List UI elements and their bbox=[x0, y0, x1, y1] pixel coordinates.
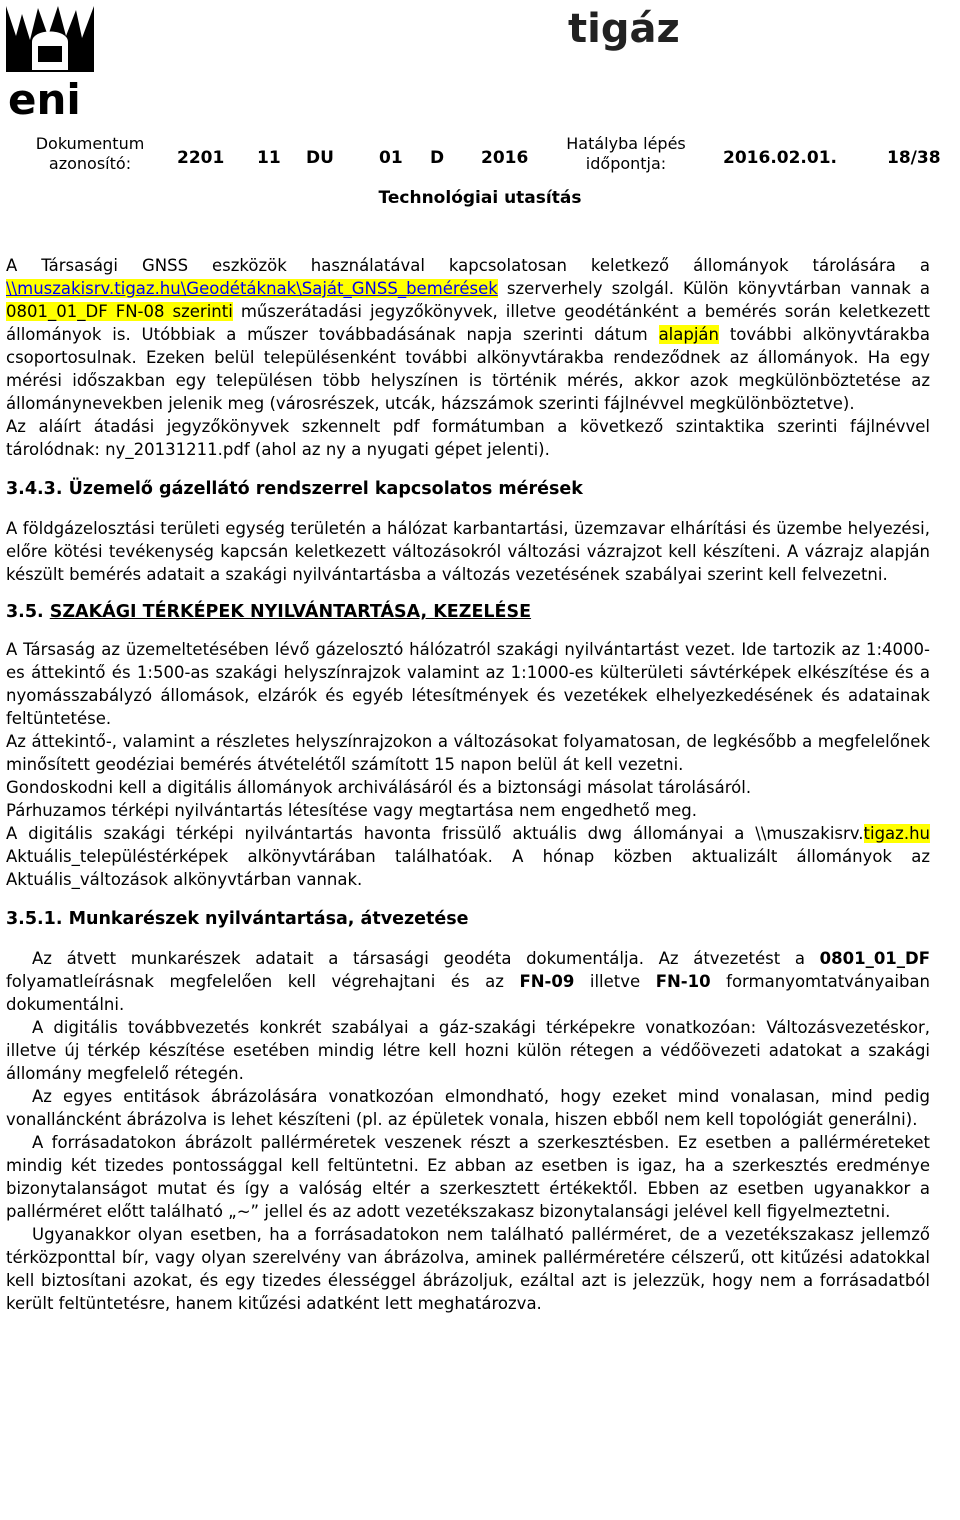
doc-id-part: 11 bbox=[257, 148, 281, 168]
document-header bbox=[0, 134, 960, 184]
paragraph: A Társasági GNSS eszközök használatával kapcsolatosan keletkező állományok tárolására a \\muszakisrv.tigaz.hu\Geodétáknak\Saját_GNSS_bemérések szerverhely szolgál. Külön könyvtárban vannak a 0801_01_DF FN-08 szerinti műszerátadási jegyzőkönyvek, illetve geodétánként a bemérés során keletkezett állományok is. Utóbbiak a műszer továbbadásának napja szerinti dátum alapján további alkönyvtárakba csoportosulnak. Ezeken belül településenként további alkönyvtárakba rendeződnek az állományok. Ha egy mérési időszakban egy településen több helyszínen is történik mérés, akkor azok megkülönböztetése az állománynevekben jelenik meg (városrészek, utcák, házszámok szerinti fájlnévvel megkülönböztetve). bbox=[6, 256, 931, 413]
paragraph: Gondoskodni kell a digitális állományok archiválásáról és a biztonsági másolat tárolásáról. bbox=[6, 778, 752, 797]
paragraph: Az átvett munkarészek adatait a társasági geodéta dokumentálja. Az átvezetést a 0801_01_DF folyamatleírásnak megfelelően kell végrehajtani és az FN-09 illetve FN-10 formanyomtatványaiban dokumentálni. bbox=[6, 949, 930, 1014]
effective-date: 2016.02.01. bbox=[723, 148, 838, 168]
server-path-link[interactable]: \\muszakisrv.tigaz.hu\Geodétáknak\Saját_GNSS_bemérések bbox=[6, 279, 498, 298]
doc-id-part: 2201 bbox=[177, 148, 225, 168]
paragraph: A forrásadatokon ábrázolt pallérméretek veszenek részt a szerkesztésben. Ez esetben a pallérméreteket mindig két tizedes pontossággal kell feltüntetni. Ez abban az esetben is igaz, ha a szerkesztés eredménye bizonytalanságot mutat és így a valóság eltér a szerkesztett értékektől. Ebben az esetben ugyanakkor a pallérméret előtt található „~” jellel és az adott vezetékszakasz bizonytalansági jelével kell figyelmeztetni. bbox=[6, 1133, 930, 1221]
highlighted-text: tigaz.hu bbox=[863, 824, 930, 843]
paragraph: A földgázelosztási területi egység területén a hálózat karbantartási, üzemzavar elhárítási és üzembe helyezési, előre kötési tevékenység kapcsán keletkezett változásokról változási vázrajzot kell készíteni. A vázrajz alapján készült bemérés adatait a szakági nyilvántartásba a változás vezetésének szabályai szerint kell felvezetni. bbox=[6, 519, 930, 584]
document-type: Technológiai utasítás bbox=[378, 188, 582, 208]
paragraph: Párhuzamos térképi nyilvántartás létesítése vagy megtartása nem engedhető meg. bbox=[6, 801, 697, 820]
doc-id-label: Dokumentum azonosító: bbox=[35, 134, 145, 173]
paragraph: A Társaság az üzemeltetésében lévő gázelosztó hálózatról szakági nyilvántartást vezet. Ide tartozik az 1:4000-es áttekintő és 1:500-as szakági helyszínrajzok valamint az 1:1000-es külterületi sávtérképek elkészítése és a nyomásszabályzó állomások, elzárók és egyéb létesítmények és vezetékek elhelyezkedésének és adatainak feltüntetése. bbox=[6, 640, 930, 728]
tigaz-wordmark: tigáz bbox=[568, 6, 680, 52]
paragraph: Ugyanakkor olyan esetben, ha a forrásadatokon nem található pallérméret, de a vezetékszakasz jellemző térközponttal bír, vagy olyan szerelvény van ábrázolva, aminek pallérméretére célszerű, ott kitűzési adatokkal kell biztosítani azokat, és egy tizedes élességgel ábrázoljuk, ezáltal azt is jelezzük, hogy nem a forrásadatból került feltüntetésre, hanem kitűzési adatként lett meghatározva. bbox=[6, 1225, 930, 1313]
section-heading: 3.4.3. Üzemelő gázellátó rendszerrel kapcsolatos mérések bbox=[6, 479, 583, 499]
paragraph: A digitális szakági térképi nyilvántartás havonta frissülő aktuális dwg állományai a \\muszakisrv.tigaz.hu Aktuális_településtérképek alkönyvtárában találhatóak. A hónap közben aktualizált állományok az Aktuális_változások alkönyvtárban vannak. bbox=[6, 824, 930, 889]
paragraph: A digitális továbbvezetés konkrét szabályai a gáz-szakági térképekre vonatkozóan: Változásvezetéskor, illetve új térkép készítése esetében mindig létre kell hozni külön rétegen a védőövezeti adatokat a szakági állomány megfelelő rétegén. bbox=[6, 1018, 930, 1083]
highlighted-text: alapján bbox=[658, 325, 719, 344]
doc-id-part: D bbox=[430, 148, 445, 168]
eni-wordmark: eni bbox=[8, 75, 81, 124]
document-body bbox=[6, 254, 930, 1315]
doc-id-part: DU bbox=[306, 148, 334, 168]
doc-id-part: 01 bbox=[379, 148, 403, 168]
eni-logo bbox=[2, 2, 98, 124]
page-number: 18/38 bbox=[887, 148, 941, 168]
highlighted-text: 0801_01_DF FN-08 szerinti bbox=[6, 302, 233, 321]
section-heading: 3.5. SZAKÁGI TÉRKÉPEK NYILVÁNTARTÁSA, KEZELÉSE bbox=[6, 602, 532, 622]
paragraph: Az áttekintő-, valamint a részletes helyszínrajzokon a változásokat folyamatosan, de legkésőbb a megfelelőnek minősített geodéziai bemérés átvételétől számított 15 napon belül át kell vezetni. bbox=[6, 732, 930, 774]
section-heading: 3.5.1. Munkarészek nyilvántartása, átvezetése bbox=[6, 909, 469, 929]
tigaz-logo bbox=[568, 2, 680, 52]
doc-id-part: 2016 bbox=[481, 148, 529, 168]
paragraph: Az aláírt átadási jegyzőkönyvek szkennelt pdf formátumban a következő szintaktika szerinti fájlnévvel tárolódnak: ny_20131211.pdf (ahol az ny a nyugati gépet jelenti). bbox=[6, 417, 930, 459]
effective-date-label: Hatályba lépés időpontja: bbox=[566, 134, 686, 173]
paragraph: Az egyes entitások ábrázolására vonatkozóan elmondható, hogy ezeket mind vonalasan, mind pedig vonalláncként ábrázolva is lehet készíteni (pl. az épületek vonala, hiszen ebből nem kell topológiát generálni). bbox=[6, 1087, 930, 1129]
